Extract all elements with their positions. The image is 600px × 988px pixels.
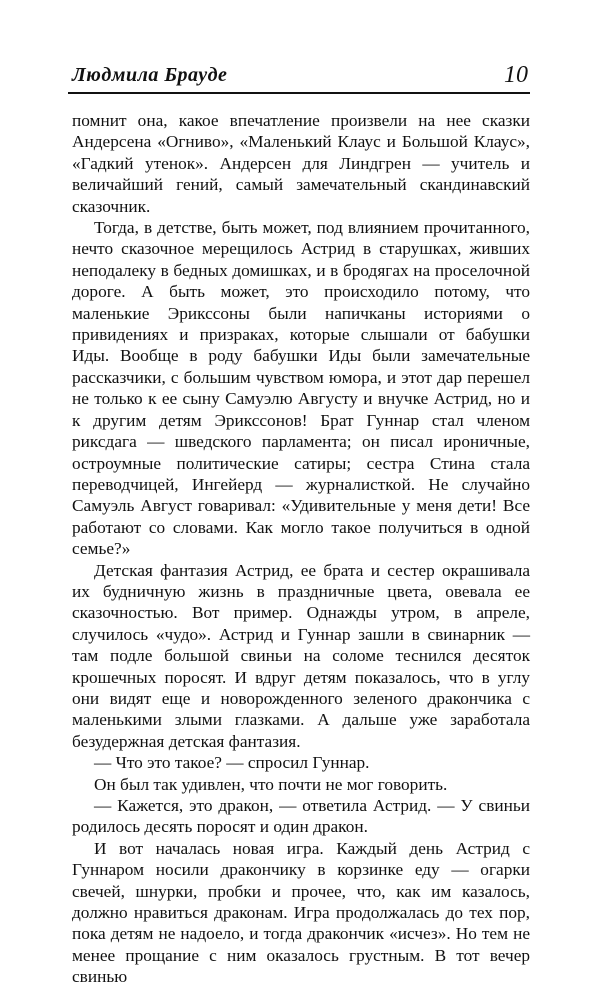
- body-text: [72, 110, 530, 988]
- paragraph-2: Тогда, в детстве, быть может, под влиянием прочитанного, нечто сказочное мерещилось Астрид в старушках, живших неподалеку в бедных домишках, и в бродягах на проселочной дороге. А быть может, это происходило потому, что маленькие Эрикссоны были напичканы историями о привидениях и призраках, которые слышали от бабушки Иды. Вообще в роду бабушки Иды были замечательные рассказчики, с большим чувством юмора, и этот дар перешел не только к ее сыну Самуэлю Августу и внучке Астрид, но и к другим детям Эрикссонов! Брат Гуннар стал членом риксдага — шведского парламента; он писал ироничные, остроумные политические сатиры; сестра Стина стала переводчицей, Ингейерд — журналисткой. Не случайно Самуэль Август говаривал: «Удивительные у меня дети! Все работают со словами. Как могло такое получиться в одной семье?»: [72, 218, 530, 559]
- paragraph-6-dialogue: — Кажется, это дракон, — ответила Астрид. — У свиньи родилось десять поросят и один дракон.: [72, 796, 530, 837]
- page-number: 10: [504, 62, 528, 88]
- paragraph-3: Детская фантазия Астрид, ее брата и сестер окрашивала их будничную жизнь в праздничные цвета, овевала ее сказочностью. Вот пример. Однажды утром, в апреле, случилось «чудо». Астрид и Гуннар зашли в свинарник — там подле большой свиньи на соломе теснился десяток крошечных поросят. И вдруг детям показалось, что в углу они видят еще и новорожденного зеленого дракончика с маленькими злыми глазками. А дальше уже заработала безудержная детская фантазия.: [72, 560, 530, 751]
- header-rule: [68, 92, 530, 94]
- paragraph-1: помнит она, какое впечатление произвели на нее сказки Андерсена «Огниво», «Маленький Клаус и Большой Клаус», «Гадкий утенок». Андерсен для Линдгрен — учитель и величайший гений, самый замечательный скандинавский сказочник.: [72, 111, 530, 216]
- paragraph-4-dialogue: — Что это такое? — спросил Гуннар.: [94, 753, 370, 773]
- paragraph-7: И вот началась новая игра. Каждый день Астрид с Гуннаром носили дракончику в корзинке еду — огарки свечей, шнурки, пробки и прочее, что, как им казалось, должно нравиться драконам. Игра продолжалась до тех пор, пока детям не надоело, и тогда дракончик «исчез». Но тем не менее прощание с ним оказалось грустным. В тот вечер свинью: [72, 838, 530, 987]
- paragraph-5: Он был так удивлен, что почти не мог говорить.: [94, 774, 448, 794]
- running-header: [68, 62, 530, 94]
- header-author: Людмила Брауде: [72, 64, 228, 86]
